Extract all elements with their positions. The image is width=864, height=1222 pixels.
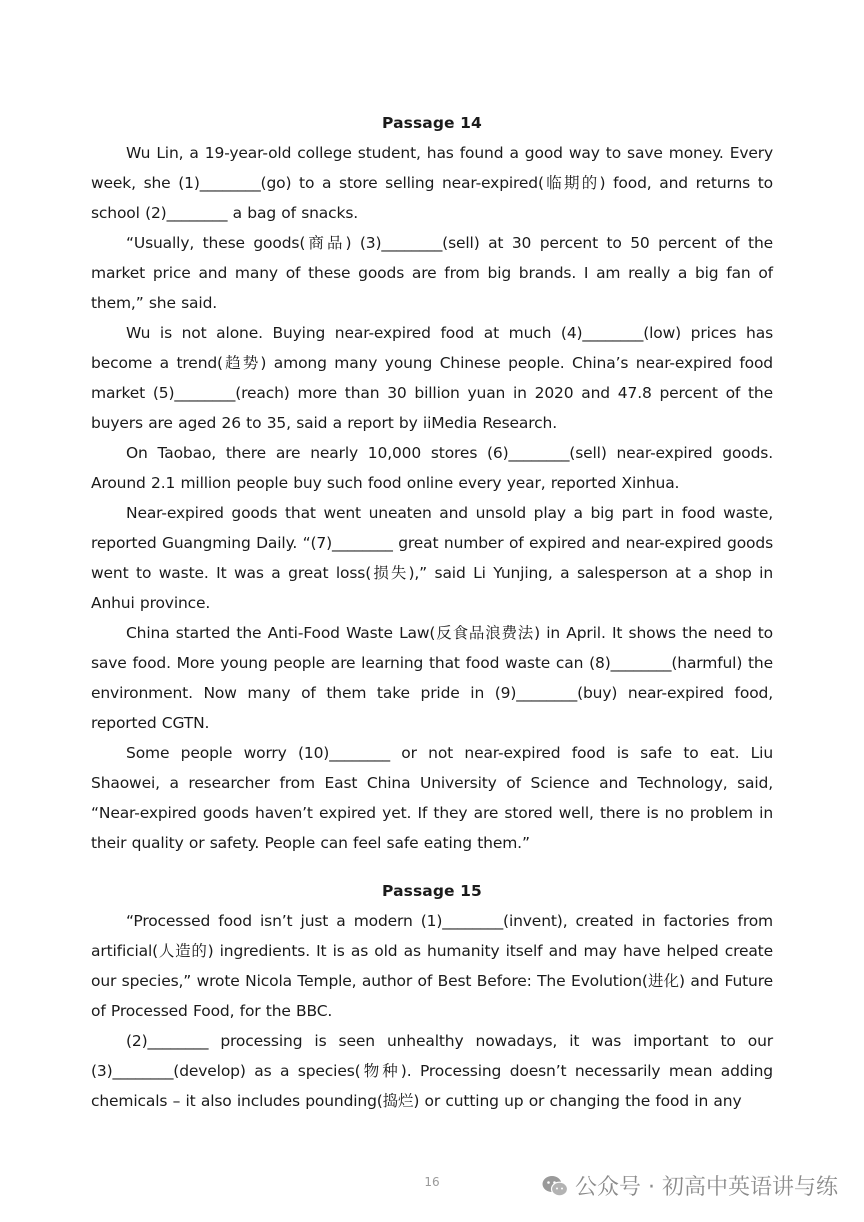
paragraph: China started the Anti-Food Waste Law(反食品浪费法) in April. It shows the need to save food. More young people are learning that food waste can (8)________(harmful) the environment. Now many of them take pride in (9)________(buy) near-expired food, reported CGTN. xyxy=(91,624,773,732)
paragraph: Wu is not alone. Buying near-expired food at much (4)________(low) prices has become a trend(趋势) among many young Chinese people. China’s near-expired food market (5)________(reach) more than 30 billion yuan in 2020 and 47.8 percent of the buyers are aged 26 to 35, said a report by iiMedia Research. xyxy=(91,324,773,432)
watermark xyxy=(541,1170,838,1201)
watermark-text: 公众号 · 初高中英语讲与练 xyxy=(575,1175,838,1200)
passage-title: Passage 15 xyxy=(382,882,482,900)
paragraph: “Usually, these goods(商品) (3)________(sell) at 30 percent to 50 percent of the market price and many of these goods are from big brands. I am really a big fan of them,” she said. xyxy=(91,234,773,312)
passage-14 xyxy=(91,114,773,858)
page-number: 16 xyxy=(424,1175,440,1189)
paragraph: Wu Lin, a 19-year-old college student, has found a good way to save money. Every week, she (1)________(go) to a store selling near-expired(临期的) food, and returns to school (2)________ a bag of snacks. xyxy=(91,144,773,222)
passage-title: Passage 14 xyxy=(382,114,482,132)
paragraph: On Taobao, there are nearly 10,000 stores (6)________(sell) near-expired goods. Around 2.1 million people buy such food online every year, reported Xinhua. xyxy=(91,444,773,492)
paragraph: Some people worry (10)________ or not near-expired food is safe to eat. Liu Shaowei, a researcher from East China University of Science and Technology, said, “Near-expired goods haven’t expired yet. If they are stored well, there is no problem in their quality or safety. People can feel safe eating them.” xyxy=(91,744,773,852)
paragraph: “Processed food isn’t just a modern (1)________(invent), created in factories from artificial(人造的) ingredients. It is as old as humanity itself and may have helped create our species,” wrote Nicola Temple, author of Best Before: The Evolution(进化) and Future of Processed Food, for the BBC. xyxy=(91,912,773,1020)
paragraph: (2)________ processing is seen unhealthy nowadays, it was important to our (3)________(develop) as a species(物种). Processing doesn’t necessarily mean adding chemicals – it also includes pounding(捣烂) or cutting up or changing the food in any xyxy=(91,1032,773,1110)
paragraph: Near-expired goods that went uneaten and unsold play a big part in food waste, reported Guangming Daily. “(7)________ great number of expired and near-expired goods went to waste. It was a great loss(损失),” said Li Yunjing, a salesperson at a shop in Anhui province. xyxy=(91,504,773,612)
passage-15 xyxy=(91,882,773,1116)
wechat-icon xyxy=(541,1174,569,1198)
